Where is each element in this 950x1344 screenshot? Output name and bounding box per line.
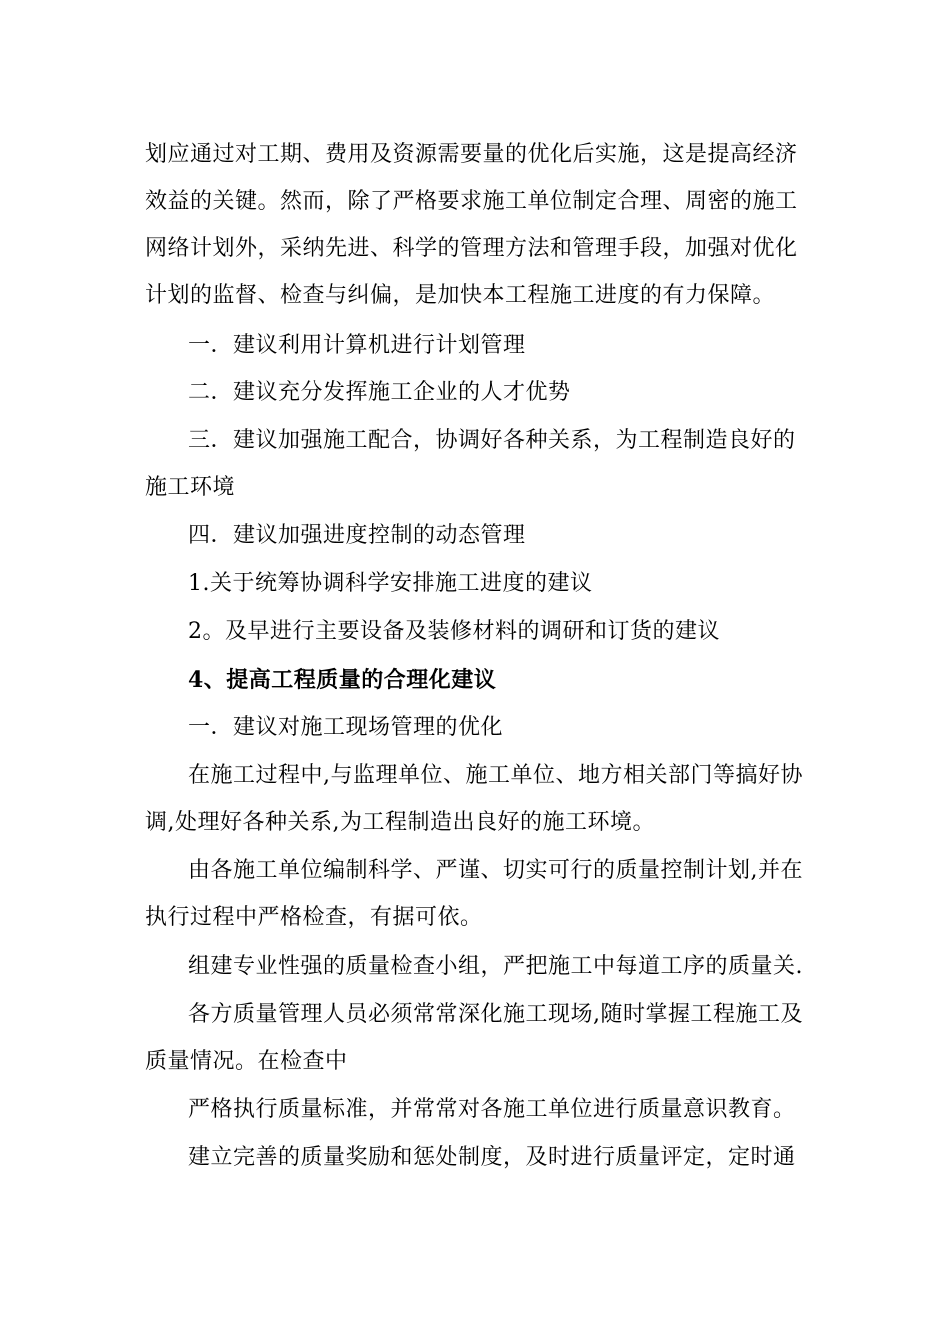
body-text-line: 执行过程中严格检查，有据可依。 [145, 905, 483, 930]
body-text-line: 调,处理好各种关系,为工程制造出良好的施工环境。 [145, 810, 655, 835]
list-item: 二．建议充分发挥施工企业的人才优势 [188, 380, 571, 405]
list-item: 一．建议利用计算机进行计划管理 [188, 333, 526, 358]
body-text-line: 各方质量管理人员必须常常深化施工现场,随时掌握工程施工及 [188, 1002, 803, 1027]
list-item: 一．建议对施工现场管理的优化 [188, 715, 504, 740]
body-text-line: 划应通过对工期、费用及资源需要量的优化后实施，这是提高经济 [145, 142, 798, 167]
body-text-line: 由各施工单位编制科学、严谨、切实可行的质量控制计划,并在 [188, 858, 803, 883]
body-text-line: 效益的关键。然而，除了严格要求施工单位制定合理、周密的施工 [145, 189, 798, 214]
body-text-line: 在施工过程中,与监理单位、施工单位、地方相关部门等搞好协 [188, 763, 803, 788]
body-text-line: 建立完善的质量奖励和惩处制度，及时进行质量评定，定时通 [188, 1145, 796, 1170]
body-text-line: 计划的监督、检查与纠偏，是加快本工程施工进度的有力保障。 [145, 283, 776, 308]
section-heading: 4、提高工程质量的合理化建议 [188, 667, 497, 693]
body-text-line: 严格执行质量标准，并常常对各施工单位进行质量意识教育。 [188, 1097, 796, 1122]
list-item: 三．建议加强施工配合，协调好各种关系，为工程制造良好的 [188, 428, 796, 453]
list-item: 2。及早进行主要设备及装修材料的调研和订货的建议 [188, 619, 720, 644]
body-text-line: 施工环境 [145, 475, 236, 500]
body-text-line: 网络计划外，采纳先进、科学的管理方法和管理手段，加强对优化 [145, 236, 798, 261]
body-text-line: 质量情况。在检查中 [145, 1049, 348, 1074]
list-item: 1.关于统筹协调科学安排施工进度的建议 [188, 571, 593, 596]
list-item: 四．建议加强进度控制的动态管理 [188, 523, 526, 548]
body-text-line: 组建专业性强的质量检查小组，严把施工中每道工序的质量关. [188, 954, 803, 979]
